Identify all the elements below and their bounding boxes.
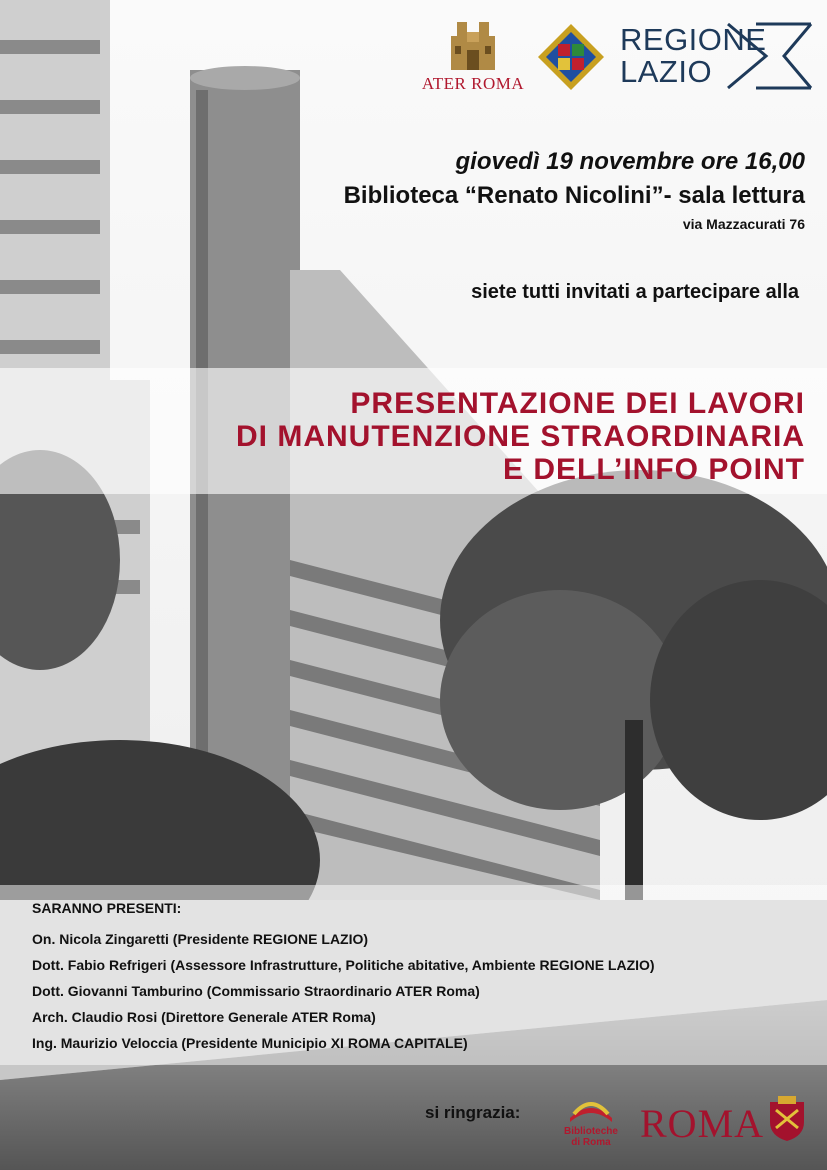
roma-shield-icon [768,1096,806,1142]
title-line-3: E DELL’INFO POINT [502,453,805,486]
thanks-label: si ringrazia: [425,1103,521,1122]
presence-heading: SARANNO PRESENTI: [32,900,182,916]
lazio-arrow-icon [726,18,816,94]
region-name-line2: LAZIO [620,54,713,89]
title-line-1: PRESENTAZIONE DEI LAVORI [350,387,805,420]
presence-item: Arch. Claudio Rosi (Direttore Generale ATER Roma) [32,1009,376,1025]
invite-text: siete tutti invitati a partecipare alla [471,281,799,303]
region-name-line1: REGIONE [620,22,767,57]
book-icon [560,1092,622,1126]
event-venue: Biblioteca “Renato Nicolini”- sala lettura [343,182,805,209]
presence-item: Ing. Maurizio Veloccia (Presidente Municipio XI ROMA CAPITALE) [32,1035,468,1051]
lazio-emblem-icon [536,22,606,92]
presence-item: On. Nicola Zingaretti (Presidente REGIONE LAZIO) [32,931,369,947]
ater-roma-logo [418,18,528,94]
regione-lazio-logo [536,18,816,96]
title-line-2: DI MANUTENZIONE STRAORDINARIA [236,420,805,453]
library-label-line1: Biblioteche [564,1126,618,1137]
event-date-time: giovedì 19 novembre ore 16,00 [455,148,805,175]
roma-label: ROMA [640,1101,765,1146]
event-address: via Mazzacurati 76 [682,216,805,232]
ater-logo-label: ATER ROMA [421,74,525,93]
presence-list [32,900,655,1056]
library-label-line2: di Roma [571,1137,611,1148]
presence-item: Dott. Fabio Refrigeri (Assessore Infrastrutture, Politiche abitative, Ambiente REGIONE LAZIO) [32,957,655,973]
biblioteche-di-roma-logo [560,1092,622,1150]
presence-item: Dott. Giovanni Tamburino (Commissario Straordinario ATER Roma) [32,983,480,999]
ater-building-icon [443,18,503,72]
presentation-title [105,387,805,486]
